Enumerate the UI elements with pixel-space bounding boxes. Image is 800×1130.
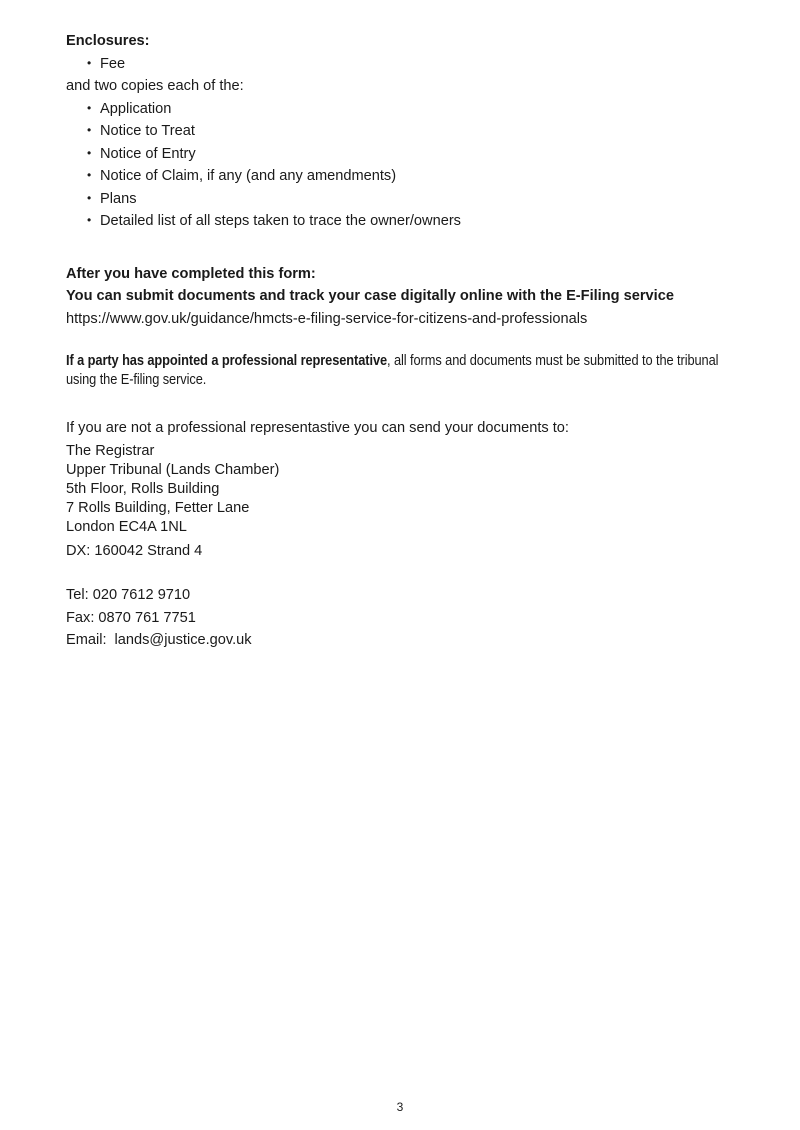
list-item-label: Notice of Claim, if any (and any amendments) bbox=[100, 168, 397, 184]
list-item-label: Notice of Entry bbox=[100, 145, 196, 162]
efiling-url: https://www.gov.uk/guidance/hmcts-e-filing-service-for-citizens-and-professionals bbox=[66, 310, 588, 327]
professional-representative-bold: If a party has appointed a professional representative bbox=[66, 353, 388, 369]
list-item bbox=[66, 53, 738, 76]
dx-line: DX: 160042 Strand 4 bbox=[66, 542, 203, 559]
list-item-label: Detailed list of all steps taken to trace the owner/owners bbox=[100, 213, 461, 229]
postal-section bbox=[66, 417, 738, 652]
bullet-icon: • bbox=[87, 145, 92, 160]
address-line: London EC4A 1NL bbox=[66, 518, 187, 535]
professional-representative-rest: , all forms and documents must be submitted to the tribunal using the E-filing service. bbox=[66, 353, 719, 388]
bullet-icon: • bbox=[87, 123, 92, 137]
list-item bbox=[66, 98, 738, 121]
list-item bbox=[66, 120, 738, 143]
list-item bbox=[66, 143, 738, 166]
copies-intro: and two copies each of the: bbox=[66, 78, 244, 94]
professional-representative-para bbox=[66, 352, 738, 390]
email-value: lands@justice.gov.uk bbox=[114, 632, 252, 648]
bullet-icon: • bbox=[87, 190, 92, 205]
bullet-icon: • bbox=[87, 100, 92, 115]
list-item bbox=[66, 210, 738, 233]
list-item bbox=[66, 165, 738, 188]
address-line: 5th Floor, Rolls Building bbox=[66, 480, 220, 497]
bullet-icon: • bbox=[87, 213, 92, 227]
postal-intro: If you are not a professional representastive you can send your documents to: bbox=[66, 420, 569, 436]
postal-address bbox=[66, 442, 738, 537]
email-label: Email: bbox=[66, 632, 107, 648]
address-line: 7 Rolls Building, Fetter Lane bbox=[66, 499, 250, 516]
bullet-icon: • bbox=[87, 168, 92, 182]
email-line bbox=[66, 629, 738, 652]
address-line: Upper Tribunal (Lands Chamber) bbox=[66, 461, 280, 478]
enclosures-copies-list bbox=[66, 98, 738, 233]
page-number: 3 bbox=[396, 1100, 404, 1114]
after-completed-section bbox=[66, 263, 738, 391]
list-item-label: Notice to Treat bbox=[100, 123, 195, 139]
fax-line: Fax: 0870 761 7751 bbox=[66, 609, 196, 626]
after-completed-heading: After you have completed this form: bbox=[66, 265, 316, 282]
efiling-service-line: You can submit documents and track your case digitally online with the E-Filing service bbox=[66, 288, 674, 304]
tel-line: Tel: 020 7612 9710 bbox=[66, 587, 191, 603]
address-line: The Registrar bbox=[66, 442, 155, 459]
list-item-label: Application bbox=[100, 100, 172, 117]
enclosures-section bbox=[66, 30, 738, 233]
bullet-icon: • bbox=[87, 55, 92, 70]
contact-block bbox=[66, 584, 738, 652]
enclosures-heading: Enclosures: bbox=[66, 33, 150, 49]
list-item-label: Fee bbox=[100, 55, 126, 72]
enclosures-fee-list bbox=[66, 53, 738, 76]
list-item-label: Plans bbox=[100, 190, 137, 207]
list-item bbox=[66, 188, 738, 211]
